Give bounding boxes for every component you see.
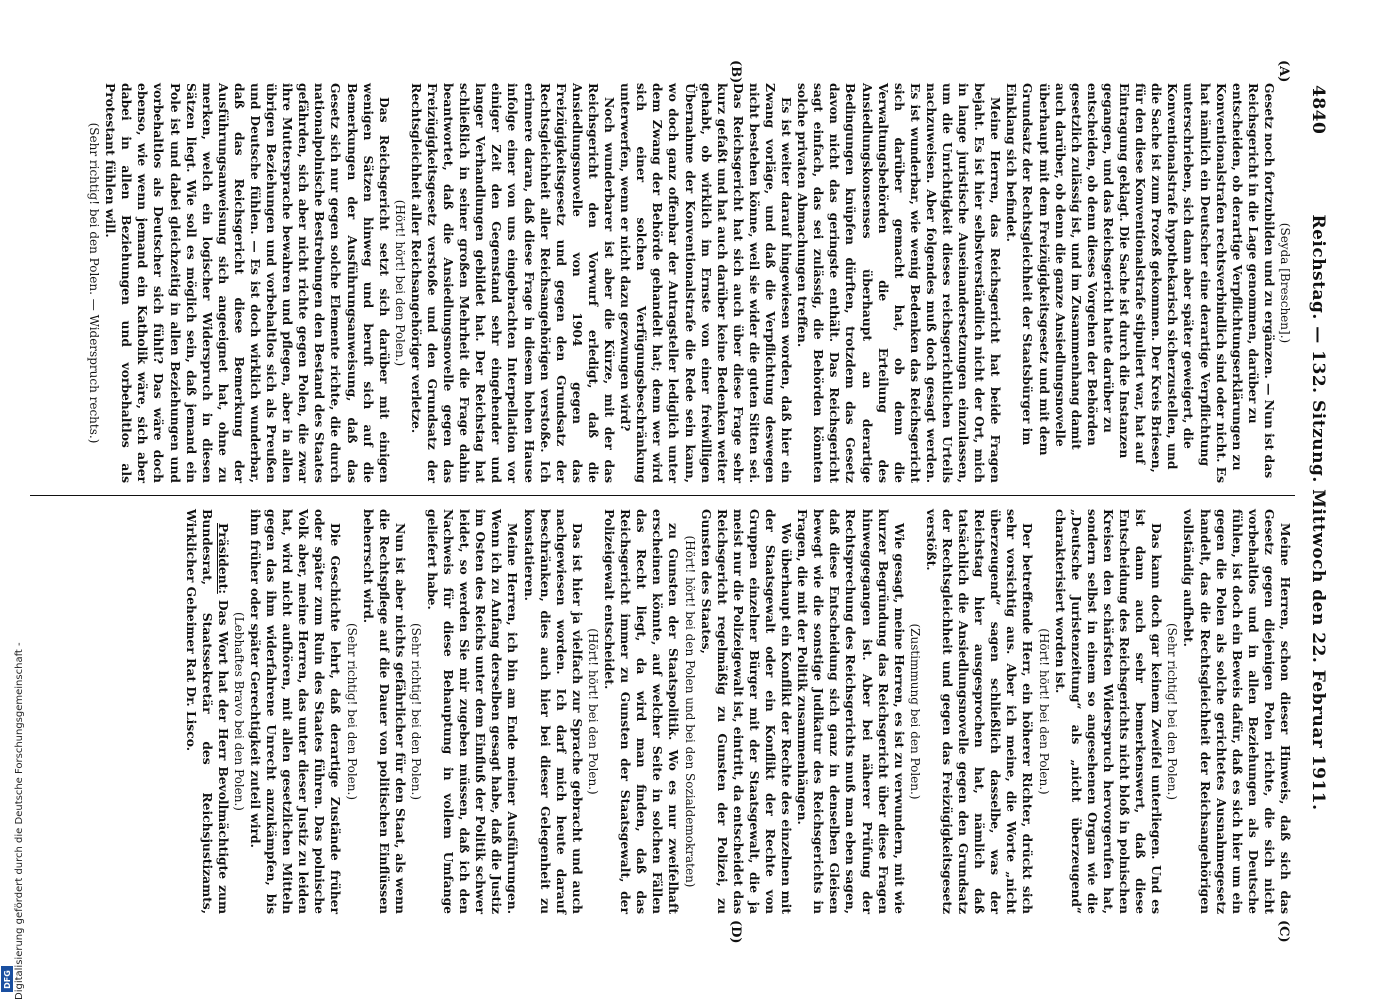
paragraph: Wie gesagt, meine Herren, es ist zu verwundern, mit wie kurzer Begründung das Reichsgericht über diese Fragen hinweggegangen ist. Aber bei näherer Prüfung der Rechtsprechung des Reichsgerichts muß man eben sagen, daß diese Entscheidung sich ganz in denselben Gleisen bewegt wie die sonstige Judikatur des Reichsgerichts in Fragen, die mit der Politik zusammenhängen.: [795, 509, 907, 914]
interjection: (Hört! hört! bei den Polen.): [585, 628, 600, 795]
margin-marker-c: (C): [1276, 920, 1291, 943]
paragraph: Meine Herren, schon dieser Hinweis, daß sich das Gesetz gegen diejenigen Polen richte, die sich nicht vorbehaltlos und in allen Beziehungen als Deutsche fühlen, ist doch ein Beweis dafür, daß es sich hier um ein gegen die Polen als solche gerichtetes Ausnahmegesetz handelt, das die Rechtsgleichheit der Reichsangehörigen vollständig aufhebt.: [1181, 509, 1293, 914]
column-divider: [30, 495, 1295, 496]
paragraph: Das kann doch gar keinem Zweifel unterliegen. Und es ist dann auch sehr bemerkenswert, daß diese Entscheidung des Reichsgerichts nicht bloß in polnischen Kreisen den schärfsten Widerspruch hervorgerufen hat, sondern selbst in einem so angesehenen Organ wie die „Deutsche Juristenzeitung“ als „nicht überzeugend“ charakterisiert worden ist.: [1052, 509, 1165, 914]
interjection: (Sehr richtig! bei den Polen.): [344, 622, 359, 801]
page-title: Reichstag. — 132. Sitzung. Mittwoch den 22. Februar 1911.: [1308, 214, 1328, 811]
paragraph: Das ist hier ja vielfach zur Sprache gebracht und auch nachgewiesen worden. Ich darf mich heute darauf beschränken, dies auch hier bei dieser Gelegenheit zu konstatieren.: [521, 509, 585, 914]
paragraph: Es ist weiter darauf hingewiesen worden, daß hier ein Zwang vorläge, und daß die Verpflichtung deswegen nicht bestehen könne, weil sie wider die guten Sitten sei. Das Reichsgericht hat sich auch über diese Frage sehr kurz gefaßt und hat auch darüber keine Bedenken weiter gehabt, ob wirklich im Ernste von einer freiwilligen Übernahme der Konventionalstrafe die Rede sein kann, wo doch ganz offenbar der Antragsteller lediglich unter dem Zwang der Behörde gehandelt hat; denn wer wird sich einer solchen Verfügungsbeschränkung unterwerfen, wenn er nicht dazu gezwungen wird?: [618, 83, 795, 483]
paragraph: Die Geschichte lehrt, daß derartige Zustände früher oder später zum Ruin des Staates führen. Das polnische Volk aber, meine Herren, das unter dieser Justiz zu leiden hat, wird nicht aufhören, mit allen gesetzlichen Mitteln gegen das ihm widerfahrene Unrecht anzukämpfen, bis ihm früher oder später Gerechtigkeit zuteil wird.: [248, 509, 344, 914]
margin-marker-a: (A): [1276, 60, 1291, 83]
interjection: (Hört! hört! bei den Polen und bei den Sozialdemokraten): [682, 535, 697, 888]
paragraph: Meine Herren, ich bin am Ende meiner Ausführungen. Wenn ich zu Anfang derselben gesagt habe, daß die Justiz im Osten des Reichs unter dem Einfluß der Politik schwer leidet, so werden Sie mir zugeben müssen, daß ich den Nachweis für diese Behauptung in vollem Umfange geliefert habe.: [425, 509, 521, 914]
paragraph: Das Reichsgericht setzt sich darüber mit einigen wenigen Sätzen hinweg und beruft sich auf die Bemerkungen der Ausführungsanweisung, daß das Gesetz sich nur gegen solche Elemente richte, die durch nationalpolnische Bestrebungen den Bestand des Staates gefährden, sich aber nicht richte gegen Polen, die zwar ihre Muttersprache bewahren und pflegen, aber in allen übrigen Beziehungen und vorbehaltlos sich als Preußen und Deutsche fühlen. — Es ist doch wirklich wunderbar, daß das Reichsgericht diese Bemerkung der Ausführungsanweisung sich angeeignet hat, ohne zu merken, welch ein logischer Widerspruch in diesen Sätzen liegt. Wie soll es möglich sein, daß jemand ein Pole ist und dabei gleichzeitig in allen Beziehungen und vorbehaltlos als Deutscher sich fühlt? Das wäre doch ebenso, wie wenn jemand ein Katholik wäre, sich aber dabei in allen Beziehungen und vorbehaltlos als Protestant fühlen will.: [103, 83, 392, 483]
interjection: (Hört! hört! bei den Polen.): [392, 199, 407, 367]
interjection: (Zustimmung bei den Polen.): [907, 623, 922, 800]
speaker-tag: (Seyda [Breschen].): [1278, 222, 1292, 344]
left-column: [30, 83, 1293, 483]
interjection: (Sehr richtig! bei den Polen.): [408, 622, 423, 801]
page-header: [1305, 85, 1331, 940]
president-statement: [183, 509, 231, 914]
paragraph: Nun ist aber nichts gefährlicher für den Staat, als wenn die Rechtspflege auf die Dauer von politischen Einflüssen beherrscht wird.: [360, 509, 408, 914]
paragraph: Gesetz noch fortzubilden und zu ergänzen. — Nun ist das Reichsgericht in die Lage genommen, darüber zu entscheiden, ob derartige Verpflichtungserklärungen zu Konventionalstrafen rechtsverbindlich sind oder nicht. Es hat nämlich ein Deutscher eine derartige Verpflichtung unterschrieben, sich dann aber später geweigert, die Konventionalstrafe hypothekarisch sicherzustellen, und die Sache ist zum Prozeß gekommen. Der Kreis Briesen, für den diese Konventionalstrafe stipuliert war, hat auf Eintragung geklagt. Die Sache ist durch die Instanzen gegangen, und das Reichsgericht hatte darüber zu entscheiden, ob denn dieses Vorgehen der Behörden gesetzlich zulässig ist, und im Zusammenhang damit auch darüber, ob denn die ganze Ansiedlungsnovelle überhaupt mit dem Freizügigkeitsgesetz und mit dem Grundsatz der Rechtsgleichheit der Staatsbürger im Einklang sich befindet.: [1004, 83, 1277, 484]
president-label: Präsident:: [215, 523, 231, 594]
president-text: Das Wort hat der Herr Bevollmächtigte zum Bundesrat, Staatssekretär des Reichsjustizamts, Wirklicher Geheimer Rat Dr. Lisco.: [183, 509, 231, 915]
paragraph: zu Gunsten der Staatspolitik. Wo es nur zweifelhaft erscheinen könnte, auf welcher Seite in solchen Fällen das Recht liegt, da wird man finden, daß das Reichsgericht immer zu Gunsten der Staatsgewalt, der Polizeigewalt entscheidet.: [602, 509, 682, 914]
paragraph: Noch wunderbarer ist aber die Kürze, mit der das Reichsgericht den Vorwurf erledigt, daß die Ansiedlungsnovelle von 1904 gegen das Freizügigkeitsgesetz und gegen den Grundsatz der Rechtsgleichheit aller Reichsangehörigen verstoße. Ich erinnere daran, daß diese Frage in diesem hohen Hause infolge einer von uns eingebrachten Interpellation vor einiger Zeit den Gegenstand sehr eingehender und langer Verhandlungen gebildet hat. Der Reichstag hat schließlich in seiner großen Mehrheit die Frage dahin beantwortet, daß die Ansiedlungsnovelle gegen das Freizügigkeitsgesetz verstoße und den Grundsatz der Rechtsgleichheit aller Reichsangehöriger verletze.: [408, 83, 618, 483]
paragraph: Der betreffende Herr, ein höherer Richter, drückt sich sehr vorsichtig aus. Aber ich meine, die Worte „nicht überzeugend“ sagen schließlich dasselbe, was der Reichstag hier ausgesprochen hat, nämlich daß tatsächlich die Ansiedlungsnovelle gegen den Grundsatz der Rechtsgleichheit und gegen das Freizügigkeitsgesetz verstößt.: [923, 509, 1036, 914]
page-number: 4840: [1308, 85, 1328, 135]
interjection: (Lebhaftes Bravo bei den Polen.): [231, 612, 246, 811]
interjection: (Sehr richtig! bei den Polen. — Widerspruch rechts.): [87, 122, 102, 444]
interjection: (Sehr richtig! bei den Polen.): [1165, 622, 1180, 801]
margin-marker-d: (D): [728, 920, 743, 944]
paragraph: Meine Herren, das Reichsgericht hat beide Fragen bejaht. Es ist hier selbstverständlich nicht der Ort, mich in lange juristische Auseinandersetzungen einzulassen, um die Unrichtigkeit dieses reichsgerichtlichen Urteils nachzuweisen. Aber folgendes muß doch gesagt werden. Es ist wunderbar, wie wenig Bedenken das Reichsgericht sich darüber gemacht hat, ob denn die Verwaltungsbehörden die Erteilung des Ansiedlungskonsenses überhaupt an derartige Bedingungen knüpfen dürften, trotzdem das Gesetz davon nicht das geringste enthält. Das Reichsgericht sagt einfach, das sei zulässig, die Behörden könnten solche privaten Abmachungen treffen.: [795, 83, 1004, 483]
paragraph: Wo überhaupt ein Konflikt der Rechte des einzelnen mit der Staatsgewalt oder ein Konflikt der Rechte von Gruppen einzelner Bürger mit der Staatsgewalt, die ja meist nur die Polizeigewalt ist, eintritt, da entscheidet das Reichsgericht regelmäßig zu Gunsten der Polizei, zu Gunsten des Staates,: [698, 509, 795, 914]
funding-notice: Digitalisierung gefördert durch die Deutsche Forschungsgemeinschaft -: [14, 642, 25, 1000]
dfg-logo: DFG: [1, 966, 13, 992]
right-column: [30, 509, 1293, 914]
margin-marker-b: (B): [728, 60, 743, 84]
interjection: (Hört! hört! bei den Polen.): [1036, 628, 1051, 795]
